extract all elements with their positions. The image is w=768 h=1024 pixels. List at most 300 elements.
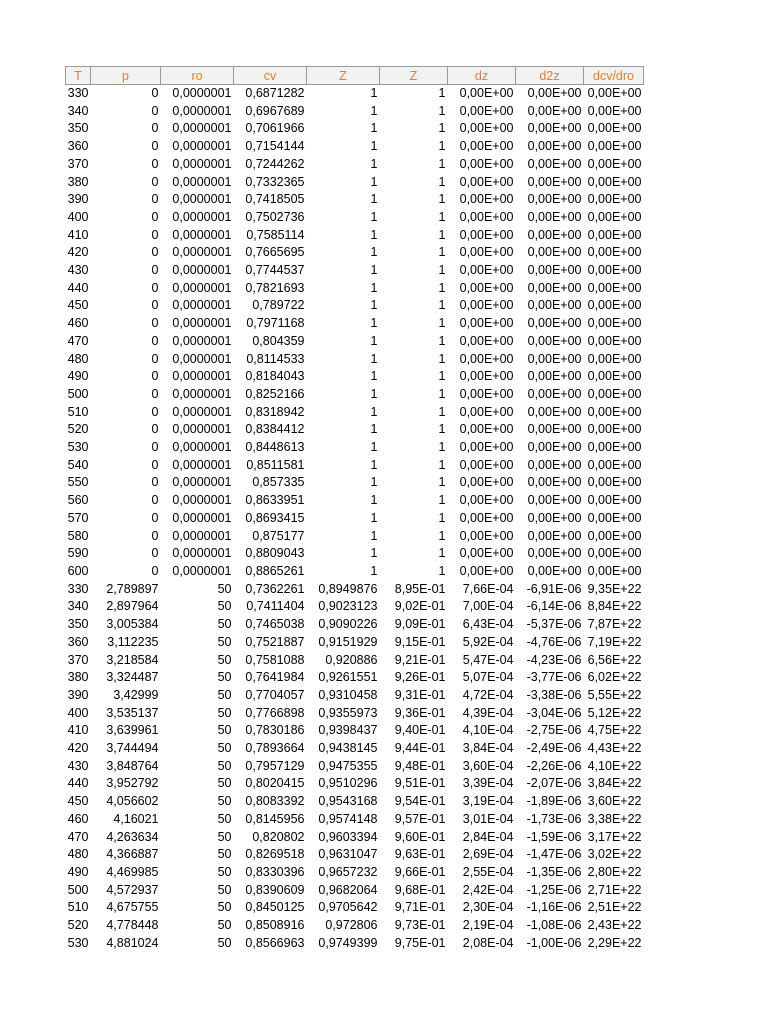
table-cell: 0,8693415 (245, 510, 305, 525)
table-cell: 3,848764 (106, 758, 159, 773)
table-cell: 4,572937 (106, 882, 159, 897)
table-cell: 9,09E-01 (394, 617, 446, 632)
table-cell: 1 (370, 563, 378, 578)
table-cell: 50 (217, 670, 232, 685)
table-cell: 0,0000001 (172, 245, 232, 260)
table-cell: 0,7585114 (246, 227, 305, 242)
table-cell: 0,00E+00 (587, 245, 642, 260)
table-row (66, 882, 644, 900)
table-cell: 4,39E-04 (462, 705, 514, 720)
table-cell: 4,056602 (106, 794, 159, 809)
table-cell: 0,00E+00 (527, 103, 582, 118)
table-cell: 1 (370, 139, 378, 154)
table-cell: 0,00E+00 (527, 404, 582, 419)
table-row (66, 386, 644, 404)
table-cell: 410 (67, 723, 89, 738)
table-cell: 0,00E+00 (527, 209, 582, 224)
table-cell: 1 (370, 457, 378, 472)
table-row (66, 545, 644, 563)
table-cell: 0,9438145 (318, 741, 378, 756)
table-cell: 0 (151, 245, 159, 260)
table-cell: 0,8083392 (245, 794, 305, 809)
table-cell: 1 (370, 422, 378, 437)
table-cell: 50 (217, 599, 232, 614)
table-cell: 0,0000001 (172, 493, 232, 508)
table-cell: 480 (67, 351, 89, 366)
table-cell: 0,0000001 (172, 192, 232, 207)
table-cell: 0,00E+00 (459, 174, 514, 189)
table-cell: 1 (370, 245, 378, 260)
table-cell: 50 (217, 705, 232, 720)
table-row (66, 85, 644, 103)
table-cell: 0,00E+00 (459, 510, 514, 525)
table-cell: 0,7154144 (245, 139, 305, 154)
table-cell: 0,00E+00 (527, 528, 582, 543)
table-cell: 510 (67, 404, 89, 419)
table-cell: 0,00E+00 (459, 103, 514, 118)
table-cell: 0,7744537 (245, 263, 305, 278)
table-cell: 0,7332365 (245, 174, 305, 189)
table-cell: 7,87E+22 (587, 617, 642, 632)
table-row (66, 528, 644, 546)
table-cell: 1 (438, 404, 446, 419)
table-cell: 0,875177 (252, 528, 305, 543)
table-cell: 1 (370, 103, 378, 118)
table-cell: 360 (67, 634, 89, 649)
table-cell: 510 (67, 900, 89, 915)
table-cell: 0,7418505 (245, 192, 305, 207)
table-cell: 340 (67, 599, 89, 614)
table-cell: 0,7821693 (245, 280, 305, 295)
table-cell: 5,55E+22 (587, 687, 642, 702)
table-row (66, 793, 644, 811)
table-cell: 0,820802 (252, 829, 305, 844)
table-cell: 0,00E+00 (459, 209, 514, 224)
table-cell: 0,8809043 (245, 546, 305, 561)
table-cell: 0,00E+00 (587, 333, 642, 348)
table-cell: 9,54E-01 (394, 794, 446, 809)
table-cell: 0,9603394 (318, 829, 378, 844)
table-cell: 2,55E-04 (462, 864, 514, 879)
table-cell: 3,218584 (106, 652, 159, 667)
table-cell: 1 (438, 546, 446, 561)
table-cell: 50 (217, 776, 232, 791)
table-cell: 490 (67, 369, 89, 384)
table-cell: 0,0000001 (172, 563, 232, 578)
table-cell: -1,08E-06 (526, 918, 582, 933)
table-cell: 0,00E+00 (527, 493, 582, 508)
table-cell: 1 (438, 174, 446, 189)
table-cell: 3,42999 (113, 687, 159, 702)
header-cell-z: Z (307, 67, 380, 85)
data-table (65, 66, 644, 952)
table-cell: 0,0000001 (172, 333, 232, 348)
table-cell: 0,8020415 (245, 776, 305, 791)
table-cell: 0,00E+00 (527, 280, 582, 295)
table-cell: 1 (438, 316, 446, 331)
table-cell: 0,8508916 (245, 918, 305, 933)
table-cell: 9,02E-01 (394, 599, 446, 614)
table-cell: 3,952792 (106, 776, 159, 791)
table-cell: 3,01E-04 (462, 811, 514, 826)
table-cell: -1,00E-06 (526, 935, 582, 950)
table-cell: 0,00E+00 (587, 227, 642, 242)
table-cell: -1,89E-06 (526, 794, 582, 809)
table-cell: 0 (151, 298, 159, 313)
table-cell: 0,8448613 (245, 440, 305, 455)
table-cell: -2,75E-06 (526, 723, 582, 738)
table-cell: -6,14E-06 (526, 599, 582, 614)
table-cell: 520 (67, 422, 89, 437)
table-cell: 490 (67, 864, 89, 879)
table-cell: 400 (67, 209, 89, 224)
table-cell: 0,00E+00 (587, 209, 642, 224)
table-cell: 0,00E+00 (587, 103, 642, 118)
table-cell: 3,005384 (106, 617, 159, 632)
table-cell: 1 (370, 404, 378, 419)
table-cell: 2,897964 (106, 599, 159, 614)
table-cell: 50 (217, 935, 232, 950)
table-cell: 1 (438, 227, 446, 242)
table-cell: 0,00E+00 (587, 493, 642, 508)
table-cell: 1 (438, 245, 446, 260)
table-cell: 9,21E-01 (394, 652, 446, 667)
table-cell: 0,8269518 (245, 847, 305, 862)
table-cell: 440 (67, 280, 89, 295)
table-cell: 9,40E-01 (394, 723, 446, 738)
table-cell: 1 (370, 510, 378, 525)
table-cell: 0,00E+00 (527, 422, 582, 437)
table-cell: -1,25E-06 (526, 882, 582, 897)
table-cell: 0,00E+00 (527, 121, 582, 136)
table-cell: 0,857335 (252, 475, 305, 490)
table-cell: 1 (438, 422, 446, 437)
table-cell: 450 (67, 794, 89, 809)
table-cell: 9,75E-01 (394, 935, 446, 950)
table-cell: 50 (217, 687, 232, 702)
table-cell: 0,0000001 (172, 121, 232, 136)
table-cell: 2,43E+22 (587, 918, 642, 933)
table-cell: 0 (151, 263, 159, 278)
table-cell: 0,9398437 (318, 723, 378, 738)
table-cell: 3,535137 (106, 705, 159, 720)
table-cell: 410 (67, 227, 89, 242)
table-cell: 0,9310458 (318, 687, 378, 702)
table-cell: 390 (67, 687, 89, 702)
table-cell: 0,0000001 (172, 280, 232, 295)
table-body (66, 85, 644, 953)
table-cell: 0,0000001 (172, 386, 232, 401)
table-cell: 0,0000001 (172, 103, 232, 118)
table-cell: 50 (217, 634, 232, 649)
table-cell: 0,00E+00 (587, 192, 642, 207)
table-cell: 0,0000001 (172, 528, 232, 543)
table-cell: 8,95E-01 (394, 581, 446, 596)
table-row (66, 280, 644, 298)
table-cell: 4,263634 (106, 829, 159, 844)
table-cell: 1 (438, 209, 446, 224)
table-cell: 4,778448 (106, 918, 159, 933)
table-cell: 0,804359 (252, 333, 305, 348)
table-cell: 7,19E+22 (587, 634, 642, 649)
table-cell: 380 (67, 174, 89, 189)
table-cell: 0,00E+00 (459, 245, 514, 260)
table-cell: 570 (67, 510, 89, 525)
table-cell: 420 (67, 245, 89, 260)
table-cell: 0 (151, 174, 159, 189)
table-cell: 9,15E-01 (394, 634, 446, 649)
table-cell: 9,63E-01 (394, 847, 446, 862)
table-cell: 390 (67, 192, 89, 207)
table-cell: 0,9631047 (318, 847, 378, 862)
table-cell: 9,68E-01 (394, 882, 446, 897)
table-cell: 0 (151, 493, 159, 508)
table-row (66, 474, 644, 492)
table-cell: 1 (438, 493, 446, 508)
table-row (66, 864, 644, 882)
table-cell: 1 (438, 528, 446, 543)
table-cell: 6,02E+22 (587, 670, 642, 685)
table-cell: 3,60E-04 (462, 758, 514, 773)
table-cell: 0 (151, 563, 159, 578)
table-cell: 50 (217, 829, 232, 844)
table-cell: 3,84E-04 (462, 741, 514, 756)
table-cell: 9,31E-01 (394, 687, 446, 702)
table-cell: 340 (67, 103, 89, 118)
table-cell: 50 (217, 581, 232, 596)
table-cell: 0,9574148 (318, 811, 378, 826)
table-cell: 1 (370, 156, 378, 171)
table-cell: 540 (67, 457, 89, 472)
table-cell: 0,00E+00 (527, 86, 582, 100)
table-cell: 0,8390609 (245, 882, 305, 897)
table-cell: 8,84E+22 (587, 599, 642, 614)
table-cell: 1 (370, 227, 378, 242)
table-cell: 3,744494 (106, 741, 159, 756)
table-cell: 0,0000001 (172, 298, 232, 313)
table-row (66, 758, 644, 776)
table-row (66, 775, 644, 793)
table-cell: 0,8145956 (245, 811, 305, 826)
table-cell: -6,91E-06 (526, 581, 582, 596)
table-cell: 0,9151929 (318, 634, 378, 649)
table-cell: 0,00E+00 (459, 422, 514, 437)
table-cell: 0,0000001 (172, 316, 232, 331)
table-row (66, 457, 644, 475)
table-cell: 1 (370, 546, 378, 561)
table-cell: -5,37E-06 (526, 617, 582, 632)
table-row (66, 740, 644, 758)
table-cell: 6,56E+22 (587, 652, 642, 667)
table-cell: 370 (67, 652, 89, 667)
table-cell: 0,00E+00 (527, 546, 582, 561)
table-row (66, 262, 644, 280)
table-cell: 0,7665695 (245, 245, 305, 260)
table-cell: 0,00E+00 (527, 369, 582, 384)
table-cell: 50 (217, 847, 232, 862)
table-cell: 530 (67, 935, 89, 950)
table-row (66, 227, 644, 245)
table-cell: 0 (151, 333, 159, 348)
table-cell: 1 (438, 386, 446, 401)
table-cell: 0,8865261 (245, 563, 305, 578)
table-cell: 0,0000001 (172, 440, 232, 455)
table-cell: 50 (217, 723, 232, 738)
table-cell: 50 (217, 758, 232, 773)
table-cell: 0 (151, 139, 159, 154)
table-cell: 1 (370, 316, 378, 331)
table-cell: 0,00E+00 (587, 546, 642, 561)
table-cell: -1,59E-06 (526, 829, 582, 844)
table-row (66, 244, 644, 262)
table-cell: 0,00E+00 (459, 546, 514, 561)
table-cell: 360 (67, 139, 89, 154)
table-cell: 0,0000001 (172, 209, 232, 224)
table-cell: 0,00E+00 (587, 316, 642, 331)
table-cell: 0,00E+00 (459, 316, 514, 331)
table-cell: 0,0000001 (172, 422, 232, 437)
table-cell: 0,00E+00 (459, 86, 514, 100)
table-cell: 0 (151, 351, 159, 366)
table-cell: -1,73E-06 (526, 811, 582, 826)
header-cell-ro: ro (161, 67, 234, 85)
table-cell: 0,00E+00 (527, 457, 582, 472)
table-row (66, 581, 644, 599)
table-cell: 600 (67, 563, 89, 578)
table-cell: 0,00E+00 (527, 174, 582, 189)
table-cell: -2,49E-06 (526, 741, 582, 756)
table-cell: 0 (151, 192, 159, 207)
table-cell: 330 (67, 581, 89, 596)
table-cell: 4,43E+22 (587, 741, 642, 756)
table-cell: 50 (217, 794, 232, 809)
table-cell: 0,9355973 (318, 705, 378, 720)
table-cell: 9,48E-01 (394, 758, 446, 773)
table-cell: 0,00E+00 (459, 440, 514, 455)
table-row (66, 404, 644, 422)
table-cell: -3,38E-06 (526, 687, 582, 702)
table-cell: 3,60E+22 (587, 794, 642, 809)
table-cell: 0,00E+00 (587, 528, 642, 543)
table-cell: 3,84E+22 (587, 776, 642, 791)
table-cell: 0,00E+00 (459, 493, 514, 508)
table-row (66, 563, 644, 581)
table-row (66, 439, 644, 457)
table-cell: 6,43E-04 (462, 617, 514, 632)
table-cell: 330 (67, 86, 89, 100)
table-cell: 0,7957129 (245, 758, 305, 773)
table-cell: 2,51E+22 (587, 900, 642, 915)
table-cell: 3,38E+22 (587, 811, 642, 826)
table-cell: 3,02E+22 (587, 847, 642, 862)
table-row (66, 616, 644, 634)
table-cell: 0,00E+00 (587, 563, 642, 578)
table-cell: 350 (67, 617, 89, 632)
table-cell: 0 (151, 422, 159, 437)
table-cell: 0,00E+00 (527, 139, 582, 154)
table-cell: 0,972806 (325, 918, 378, 933)
table-cell: 0,00E+00 (459, 156, 514, 171)
table-cell: 1 (438, 263, 446, 278)
table-cell: 0 (151, 316, 159, 331)
table-cell: 0,00E+00 (587, 351, 642, 366)
table-cell: 0,7893664 (245, 741, 305, 756)
table-cell: 550 (67, 475, 89, 490)
table-cell: 0 (151, 86, 159, 100)
table-cell: 2,71E+22 (587, 882, 642, 897)
table-cell: 2,08E-04 (462, 935, 514, 950)
table-cell: 0,00E+00 (459, 333, 514, 348)
table-cell: 50 (217, 652, 232, 667)
table-cell: 500 (67, 386, 89, 401)
table-cell: 1 (370, 263, 378, 278)
table-cell: 460 (67, 316, 89, 331)
table-cell: 1 (370, 280, 378, 295)
table-cell: 0 (151, 528, 159, 543)
table-cell: 9,57E-01 (394, 811, 446, 826)
table-row (66, 722, 644, 740)
table-cell: 0,00E+00 (587, 440, 642, 455)
table-cell: 0,00E+00 (587, 139, 642, 154)
table-row (66, 634, 644, 652)
table-cell: 4,366887 (106, 847, 159, 862)
table-row (66, 492, 644, 510)
table-cell: -3,04E-06 (526, 705, 582, 720)
table-cell: 4,675755 (106, 900, 159, 915)
table-cell: 0,00E+00 (587, 404, 642, 419)
table-cell: 350 (67, 121, 89, 136)
table-cell: 0,00E+00 (527, 192, 582, 207)
table-cell: 1 (438, 121, 446, 136)
table-cell: 9,35E+22 (587, 581, 642, 596)
table-cell: 2,42E-04 (462, 882, 514, 897)
table-cell: 460 (67, 811, 89, 826)
table-cell: 3,19E-04 (462, 794, 514, 809)
table-cell: 0 (151, 386, 159, 401)
table-cell: 5,47E-04 (462, 652, 514, 667)
table-cell: 0 (151, 369, 159, 384)
table-cell: 0,9682064 (318, 882, 378, 897)
table-row (66, 351, 644, 369)
table-cell: 0,00E+00 (459, 475, 514, 490)
table-row (66, 120, 644, 138)
table-cell: 9,44E-01 (394, 741, 446, 756)
table-cell: 0,6967689 (245, 103, 305, 118)
table-cell: 3,112235 (107, 634, 159, 649)
table-cell: 1 (438, 351, 446, 366)
table-row (66, 368, 644, 386)
table-cell: 0,00E+00 (587, 156, 642, 171)
table-cell: 0,00E+00 (459, 121, 514, 136)
table-cell: 4,10E+22 (587, 758, 642, 773)
table-cell: 0,00E+00 (527, 316, 582, 331)
table-cell: 1 (370, 86, 378, 100)
table-cell: 50 (217, 617, 232, 632)
table-cell: 3,39E-04 (462, 776, 514, 791)
table-cell: 0,00E+00 (459, 139, 514, 154)
table-cell: 7,00E-04 (462, 599, 514, 614)
table-cell: 0,9023123 (318, 599, 378, 614)
table-cell: 1 (438, 475, 446, 490)
table-cell: 0,00E+00 (587, 422, 642, 437)
table-cell: 0,7465038 (245, 617, 305, 632)
table-cell: 0,8330396 (245, 864, 305, 879)
header-cell-t: T (66, 67, 91, 85)
table-cell: 0,00E+00 (527, 510, 582, 525)
table-cell: 1 (438, 280, 446, 295)
header-cell-d2z: d2z (516, 67, 584, 85)
table-cell: 0,6871282 (245, 86, 305, 100)
